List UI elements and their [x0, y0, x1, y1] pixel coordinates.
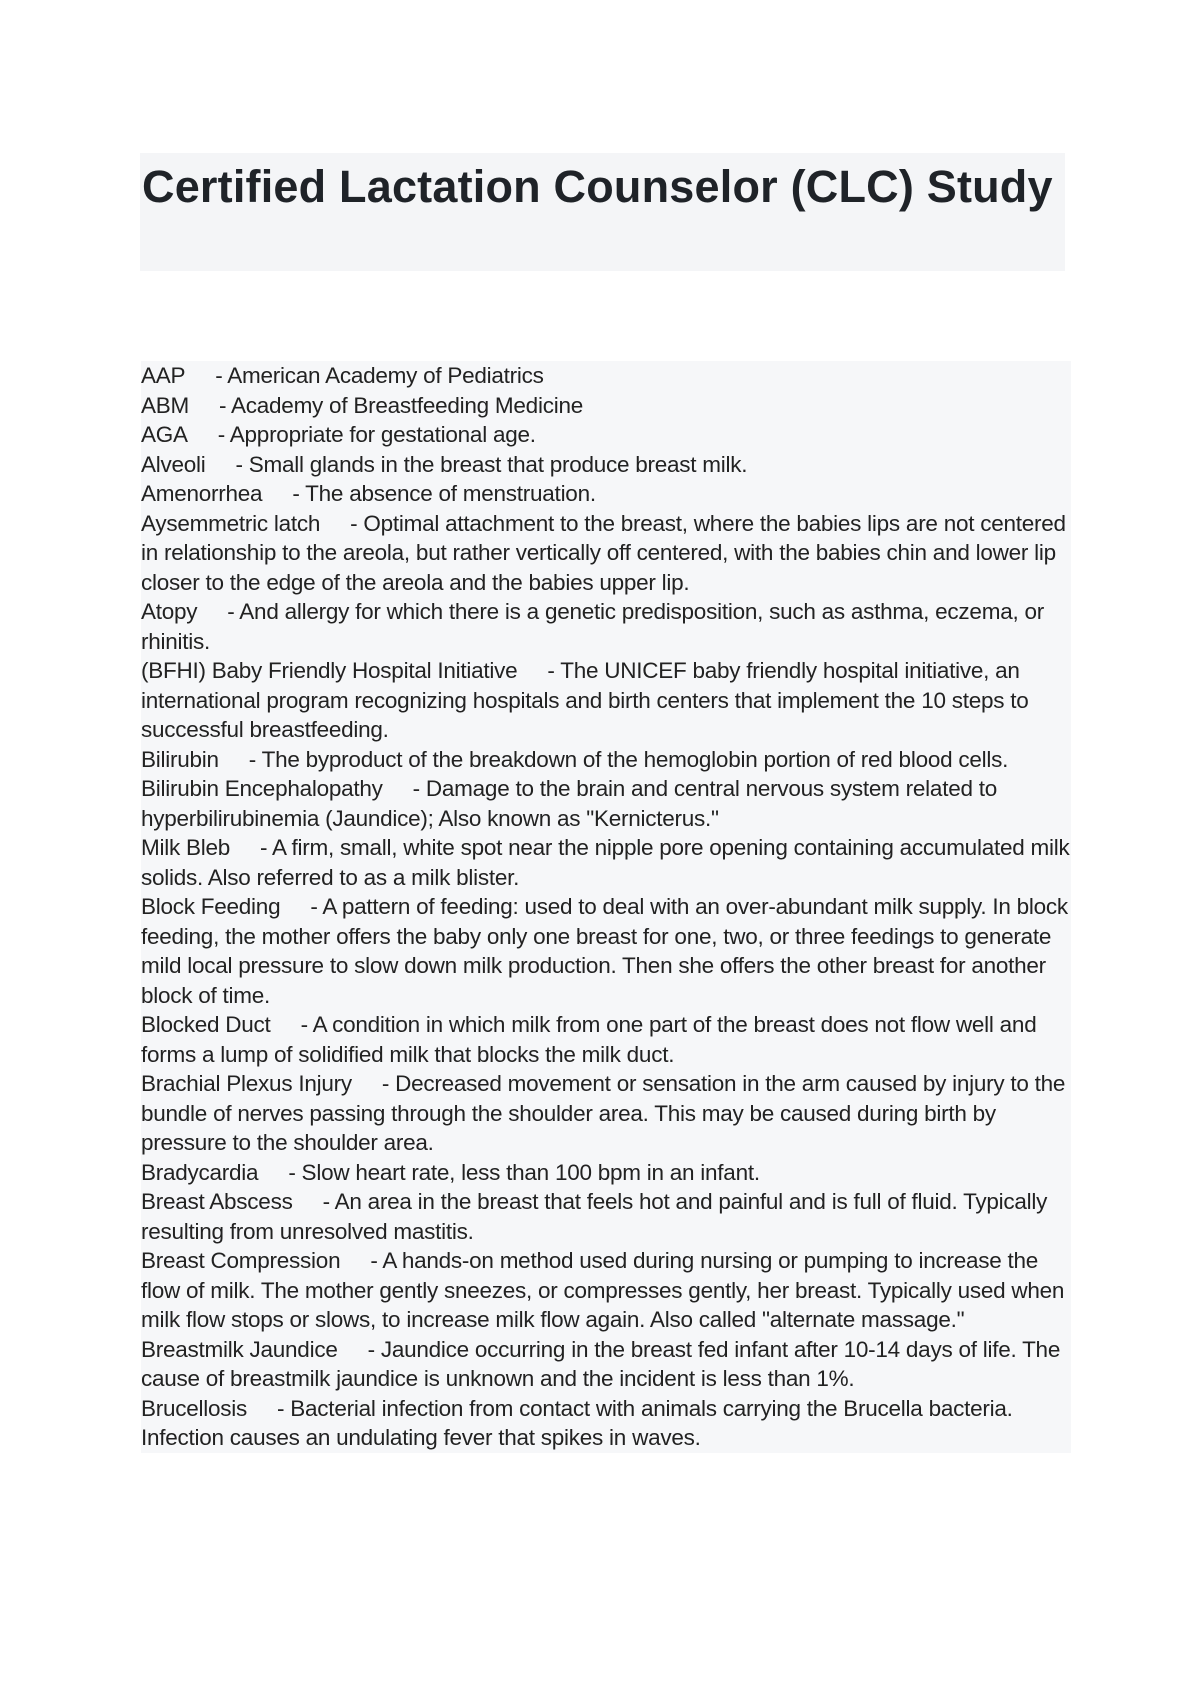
glossary-definition: - A hands-on method used during nursing or pumping to increase the flow of milk. The mother gently sneezes, or compresses gently, her breast. Typically used when milk flow stops or slows, to increase milk flow again. Also called "alternate massage.": [141, 1248, 1065, 1332]
glossary-definition: - Bacterial infection from contact with animals carrying the Brucella bacteria. Infection causes an undulating fever that spikes in waves.: [141, 1395, 1013, 1450]
glossary-definition: - A pattern of feeding: used to deal with an over-abundant milk supply. In block feeding, the mother offers the baby only one breast for one, two, or three feedings to generate mild local pressure to slow down milk production. Then she offers the other breast for another block of time.: [141, 894, 1068, 1008]
glossary-definition: - A condition in which milk from one part of the breast does not flow well and forms a lump of solidified milk that blocks the milk duct.: [141, 1012, 1037, 1067]
glossary-definition: - Damage to the brain and central nervous system related to hyperbilirubinemia (Jaundice); Also known as "Kernicterus.": [141, 776, 997, 831]
glossary-entry: [141, 1394, 1071, 1453]
glossary-term: Bradycardia: [141, 1159, 259, 1185]
glossary-term: AAP: [141, 363, 186, 388]
glossary-entry: [141, 745, 1071, 775]
glossary-term: AGA: [141, 422, 188, 447]
glossary-term: Brachial Plexus Injury: [141, 1071, 352, 1096]
glossary-definition: - Academy of Breastfeeding Medicine: [219, 392, 583, 418]
glossary-definition: - Small glands in the breast that produce breast milk.: [235, 451, 748, 477]
glossary-entry: [141, 509, 1071, 598]
glossary-definition: - The absence of menstruation.: [292, 481, 596, 506]
glossary-entry: [141, 1158, 1071, 1188]
glossary-entry: [141, 1335, 1071, 1394]
glossary-term: Aysemmetric latch: [141, 510, 321, 536]
glossary-definition: - The byproduct of the breakdown of the hemoglobin portion of red blood cells.: [248, 746, 1009, 772]
glossary-term: Milk Bleb: [141, 835, 231, 860]
glossary-definition: - An area in the breast that feels hot and painful and is full of fluid. Typically resulting from unresolved mastitis.: [141, 1189, 1048, 1244]
glossary-entry: [141, 420, 1071, 450]
glossary-definition: - Appropriate for gestational age.: [217, 422, 536, 447]
glossary-term: Bilirubin Encephalopathy: [141, 776, 383, 801]
glossary-term: Breastmilk Jaundice: [141, 1336, 338, 1362]
glossary-entry: [141, 479, 1071, 509]
glossary-term: Bilirubin: [141, 746, 219, 772]
glossary-term: Atopy: [141, 599, 198, 624]
glossary-entry: [141, 774, 1071, 833]
glossary-term: Amenorrhea: [141, 481, 263, 506]
glossary-list: [141, 361, 1071, 1453]
glossary-definition: - Optimal attachment to the breast, where the babies lips are not centered in relationship to the areola, but rather vertically off centered, with the babies chin and lower lip closer to the edge of the areola and the babies upper lip.: [141, 510, 1066, 595]
title-block: [140, 153, 1065, 271]
glossary-entry: [141, 1069, 1071, 1158]
glossary-entry: [141, 1246, 1071, 1335]
glossary-entry: [141, 892, 1071, 1010]
glossary-definition: - Slow heart rate, less than 100 bpm in an infant.: [288, 1159, 760, 1185]
glossary-entry: [141, 361, 1071, 391]
glossary-definition: - American Academy of Pediatrics: [215, 363, 544, 388]
glossary-definition: - Decreased movement or sensation in the arm caused by injury to the bundle of nerves passing through the shoulder area. This may be caused during birth by pressure to the shoulder area.: [141, 1071, 1066, 1155]
glossary-term: Block Feeding: [141, 894, 281, 919]
glossary-entry: [141, 450, 1071, 480]
glossary-definition: - Jaundice occurring in the breast fed infant after 10-14 days of life. The cause of breastmilk jaundice is unknown and the incident is less than 1%.: [141, 1336, 1061, 1391]
glossary-term: ABM: [141, 392, 190, 418]
glossary-term: (BFHI) Baby Friendly Hospital Initiative: [141, 658, 518, 683]
page-title: Certified Lactation Counselor (CLC) Study: [142, 161, 1053, 212]
glossary-entry: [141, 1010, 1071, 1069]
glossary-definition: - The UNICEF baby friendly hospital initiative, an international program recognizing hospitals and birth centers that implement the 10 steps to successful breastfeeding.: [141, 658, 1029, 742]
glossary-term: Blocked Duct: [141, 1012, 271, 1037]
glossary-term: Brucellosis: [141, 1395, 248, 1421]
glossary-term: Alveoli: [141, 451, 206, 477]
glossary-entry: [141, 833, 1071, 892]
glossary-entry: [141, 1187, 1071, 1246]
glossary-term: Breast Abscess: [141, 1189, 293, 1214]
glossary-entry: [141, 391, 1071, 421]
glossary-term: Breast Compression: [141, 1248, 341, 1273]
glossary-entry: [141, 597, 1071, 656]
glossary-entry: [141, 656, 1071, 745]
glossary-definition: - And allergy for which there is a genetic predisposition, such as asthma, eczema, or rhinitis.: [141, 599, 1044, 654]
glossary-definition: - A firm, small, white spot near the nipple pore opening containing accumulated milk solids. Also referred to as a milk blister.: [141, 835, 1070, 890]
